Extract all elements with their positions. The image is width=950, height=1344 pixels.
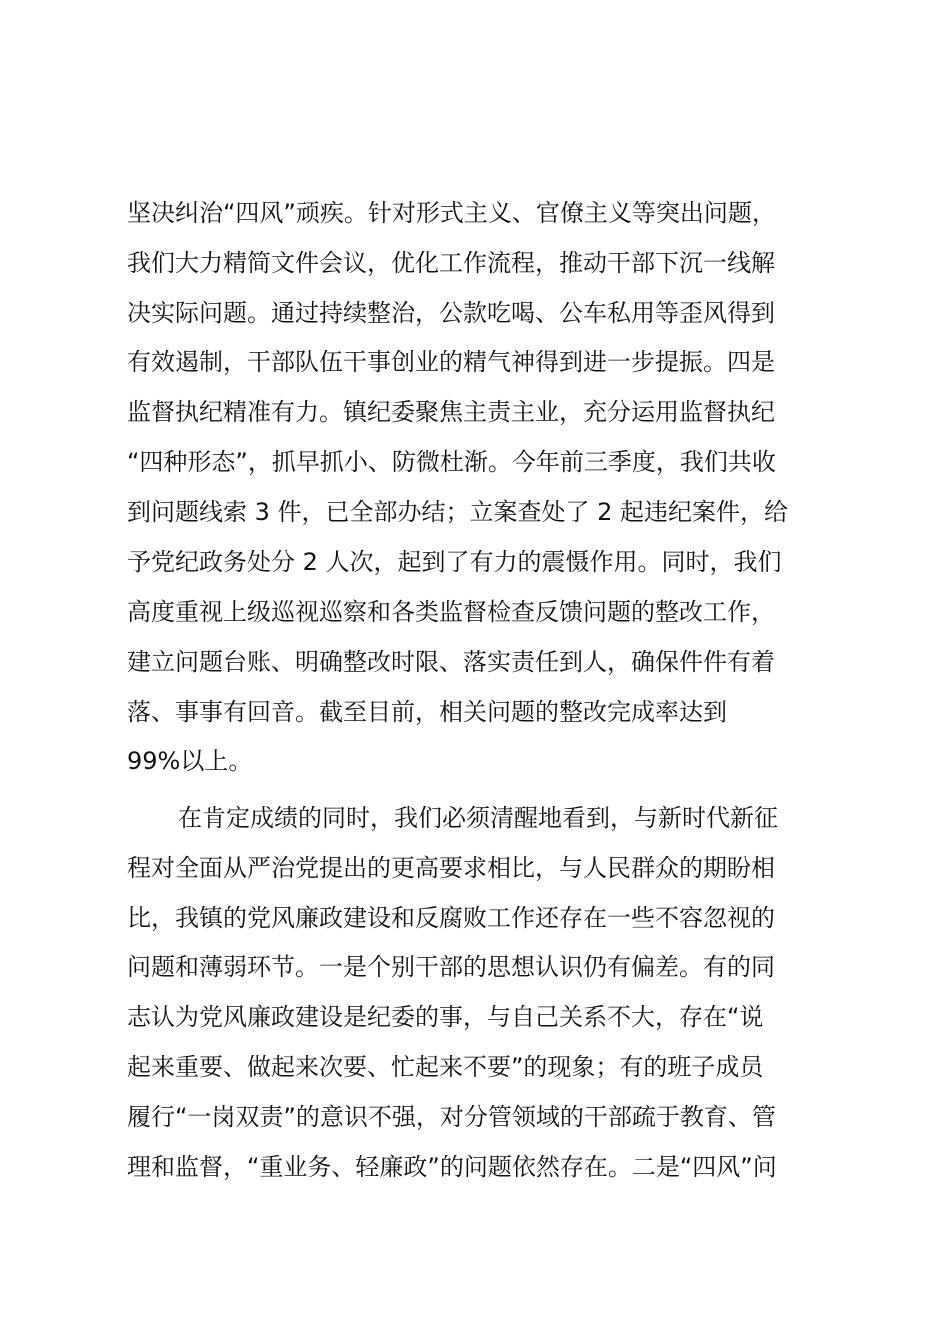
text-line: 比，我镇的党风廉政建设和反腐败工作还存在一些不容忽视的: [127, 904, 775, 932]
text-line: 履行“一岗双责”的意识不强，对分管领域的干部疏于教育、管: [127, 1103, 776, 1131]
text-line: 落、事事有回音。截至目前，相关问题的整改完成率达到: [127, 698, 727, 726]
text-line: 在肯定成绩的同时，我们必须清醒地看到，与新时代新征: [178, 804, 778, 832]
text-line: “四种形态”，抓早抓小、防微杜渐。今年前三季度，我们共收: [127, 448, 776, 476]
text-line: 有效遏制，干部队伍干事创业的精气神得到进一步提振。四是: [127, 348, 775, 376]
text-line: 问题和薄弱环节。一是个别干部的思想认识仍有偏差。有的同: [127, 953, 775, 981]
text-line: 志认为党风廉政建设是纪委的事，与自己关系不大，存在“说: [127, 1003, 764, 1031]
text-line: 监督执纪精准有力。镇纪委聚焦主责主业，充分运用监督执纪: [127, 398, 775, 426]
text-line: 99%以上。: [127, 747, 253, 775]
text-line: 起来重要、做起来次要、忙起来不要”的现象；有的班子成员: [127, 1053, 764, 1081]
text-line: 高度重视上级巡视巡察和各类监督检查反馈问题的整改工作，: [127, 598, 775, 626]
text-line: 程对全面从严治党提出的更高要求相比，与人民群众的期盼相: [127, 854, 775, 882]
text-line: 建立问题台账、明确整改时限、落实责任到人，确保件件有着: [127, 648, 775, 676]
text-line: 我们大力精简文件会议，优化工作流程，推动干部下沉一线解: [127, 249, 775, 277]
text-line: 坚决纠治“四风”顽疾。针对形式主义、官僚主义等突出问题，: [127, 199, 776, 227]
text-line: 予党纪政务处分 2 人次，起到了有力的震慑作用。同时，我们: [127, 548, 782, 576]
text-line: 理和监督，“重业务、轻廉政”的问题依然存在。二是“四风”问: [127, 1153, 777, 1181]
text-line: 决实际问题。通过持续整治，公款吃喝、公车私用等歪风得到: [127, 299, 775, 327]
text-line: 到问题线索 3 件，已全部办结；立案查处了 2 起违纪案件，给: [127, 498, 789, 526]
